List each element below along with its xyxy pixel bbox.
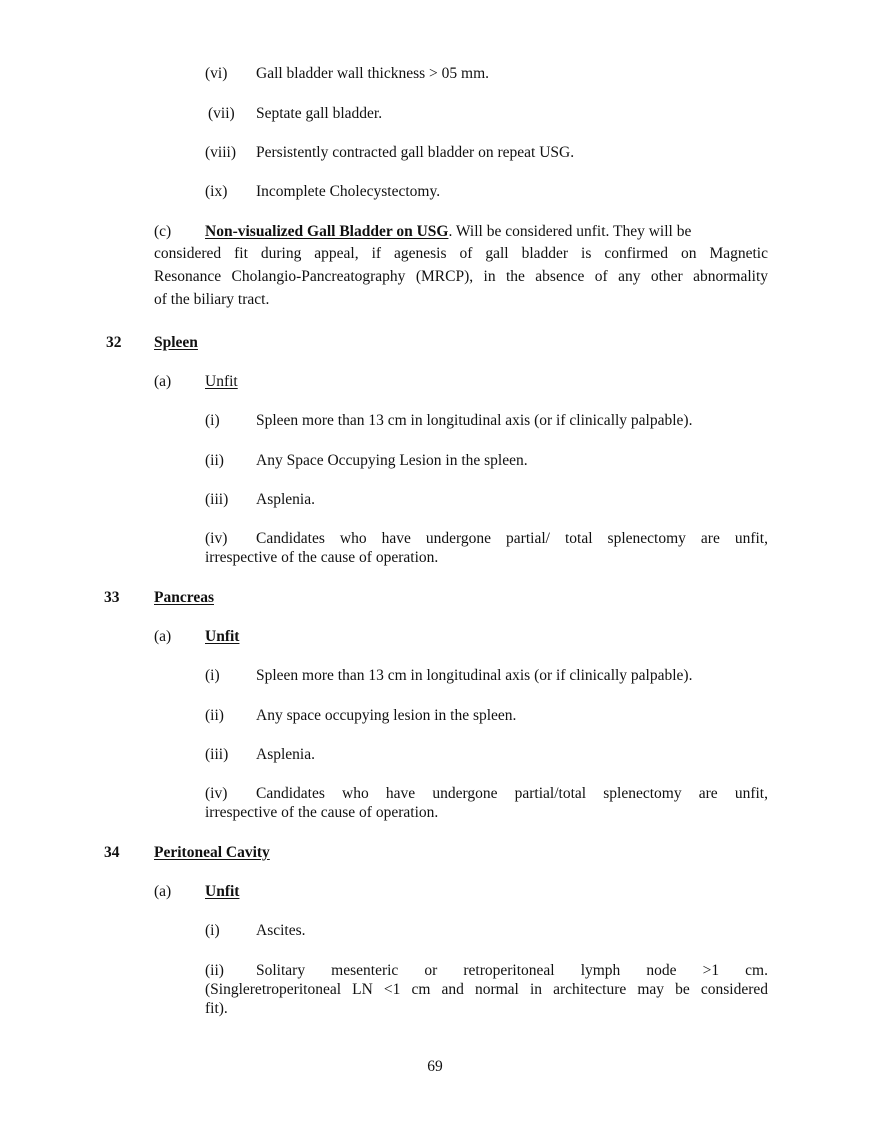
paragraph-line: considered fit during appeal, if agenesis of gall bladder is confirmed on Magnetic — [154, 245, 768, 262]
list-item-text: Asplenia. — [256, 746, 315, 763]
list-item-text: Persistently contracted gall bladder on repeat USG. — [256, 144, 575, 161]
section-title: Pancreas — [154, 589, 214, 606]
list-number: (i) — [205, 667, 220, 684]
list-item-text: Incomplete Cholecystectomy. — [256, 183, 441, 200]
list-item-text: Septate gall bladder. — [256, 105, 383, 122]
list-number: (viii) — [205, 144, 236, 161]
list-item-text: Spleen more than 13 cm in longitudinal axis (or if clinically palpable). — [256, 667, 693, 684]
sub-number: (a) — [154, 883, 172, 900]
page-number: 69 — [427, 1058, 443, 1075]
list-number: (iii) — [205, 746, 229, 763]
sub-number: (a) — [154, 373, 172, 390]
sub-title: Unfit — [205, 373, 238, 390]
list-number: (iv) — [205, 530, 228, 547]
paragraph-first-line — [205, 222, 768, 242]
list-number: (i) — [205, 412, 220, 429]
section-number: 33 — [104, 589, 120, 606]
list-item-text: Ascites. — [256, 922, 306, 939]
list-number: (ii) — [205, 452, 224, 469]
list-number: (i) — [205, 922, 220, 939]
list-number: (iii) — [205, 491, 229, 508]
section-title: Peritoneal Cavity — [154, 844, 270, 861]
list-item-text: Gall bladder wall thickness > 05 mm. — [256, 65, 490, 82]
list-number: (ii) — [205, 707, 224, 724]
paragraph-text: . Will be considered unfit. They will be — [448, 223, 692, 240]
list-number: (ii) — [205, 962, 224, 979]
sub-title: Unfit — [205, 628, 240, 645]
list-item-text: irrespective of the cause of operation. — [205, 549, 439, 566]
section-number: 34 — [104, 844, 120, 861]
paragraph-line: Resonance Cholangio-Pancreatography (MRCP), in the absence of any other abnormality — [154, 268, 768, 285]
sub-title: Unfit — [205, 883, 240, 900]
sub-number: (a) — [154, 628, 172, 645]
paragraph-line: of the biliary tract. — [154, 291, 270, 308]
list-item-text: Spleen more than 13 cm in longitudinal axis (or if clinically palpable). — [256, 412, 693, 429]
list-number: (c) — [154, 223, 172, 240]
list-item-text: Candidates who have undergone partial/ total splenectomy are unfit, — [256, 530, 768, 547]
list-item-text: Any Space Occupying Lesion in the spleen. — [256, 452, 528, 469]
section-number: 32 — [106, 334, 122, 351]
list-item-text: (Singleretroperitoneal LN <1 cm and normal in architecture may be considered — [205, 981, 768, 998]
list-item-text: Solitary mesenteric or retroperitoneal lymph node >1 cm. — [256, 962, 768, 979]
section-title: Spleen — [154, 334, 198, 351]
list-item-text: Any space occupying lesion in the spleen. — [256, 707, 517, 724]
list-item-text: Asplenia. — [256, 491, 315, 508]
list-number: (vi) — [205, 65, 228, 82]
section-heading: Non-visualized Gall Bladder on USG — [205, 223, 449, 240]
list-item-text: Candidates who have undergone partial/total splenectomy are unfit, — [256, 785, 768, 802]
list-number: (iv) — [205, 785, 228, 802]
list-item-text: fit). — [205, 1000, 228, 1017]
list-number: (vii) — [208, 105, 235, 122]
list-number: (ix) — [205, 183, 228, 200]
list-item-text: irrespective of the cause of operation. — [205, 804, 439, 821]
